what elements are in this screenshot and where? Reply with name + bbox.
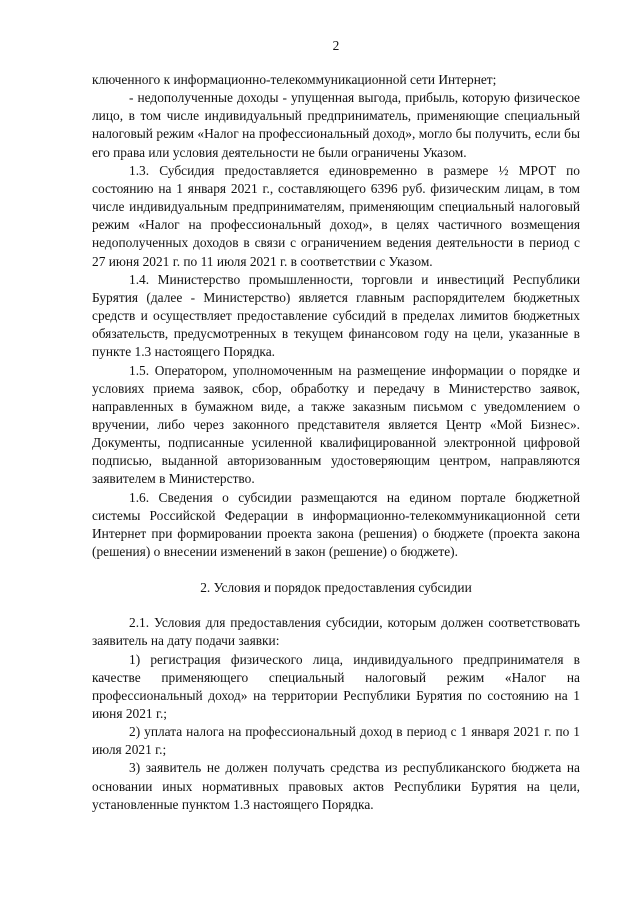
paragraph-2-1: 2.1. Условия для предоставления субсидии, которым должен соответствовать заявитель на дату подачи заявки: — [92, 615, 580, 649]
paragraph-1-3: 1.3. Субсидия предоставляется единовременно в размере ½ МРОТ по состоянию на 1 января 2021 г., составляющего 6396 руб. физическим лицам, в том числе индивидуальным предпринимателям, применяющим специальный налоговый режим «Налог на профессиональный доход», в целях частичного возмещения недополученных доходов в связи с ограничением ведения деятельности в период с 27 июня 2021 г. по 11 июля 2021 г. в соответствии с Указом. — [92, 162, 580, 269]
paragraph-1-6: 1.6. Сведения о субсидии размещаются на едином портале бюджетной системы Российской Федерации в информационно-телекоммуникационной сети Интернет при формировании проекта закона (решения) о бюджете (проекта закона (решения) о внесении изменений в закон (решение) о бюджете). — [92, 489, 580, 560]
paragraph-definition-lost-income: - недополученные доходы - упущенная выгода, прибыль, которую физическое лицо, в том числе индивидуальный предприниматель, применяющие специальный налоговый режим «Налог на профессиональный доход», могло бы получить, если бы его права или условия деятельности не были ограничены Указом. — [92, 90, 580, 160]
list-item-condition-3: 3) заявитель не должен получать средства из республиканского бюджета на основании иных нормативных правовых актов Республики Бурятия на цели, установленные пунктом 1.3 настоящего Порядка. — [92, 760, 580, 812]
list-item-condition-2: 2) уплата налога на профессиональный доход в период с 1 января 2021 г. по 1 июля 2021 г.; — [92, 724, 580, 758]
paragraph-1-5: 1.5. Оператором, уполномоченным на размещение информации о порядке и условиях приема заявок, сбор, обработку и передачу в Министерство заявок, направленных в бумажном виде, а также заказным письмом с уведомлением о вручении, либо через законного представителя является Центр «Мой Бизнес». Документы, подписанные усиленной квалифицированной электронной цифровой подписью, выданной авторизованным удостоверяющим центром, направляются заявителем в Министерство. — [92, 362, 580, 487]
paragraph-1-4: 1.4. Министерство промышленности, торговли и инвестиций Республики Бурятия (далее - Министерство) является главным распорядителем бюджетных средств и осуществляет предоставление субсидий в пределах лимитов бюджетных обязательств, предусмотренных в текущем финансовом году на цели, указанные в пункте 1.3 настоящего Порядка. — [92, 271, 580, 360]
page-number: 2 — [332, 38, 340, 53]
list-item-condition-1: 1) регистрация физического лица, индивидуального предпринимателя в качестве применяющего специальный налоговый режим «Налог на профессиональный доход» на территории Республики Бурятия по состоянию на 1 июня 2021 г.; — [92, 651, 580, 721]
document-page — [92, 37, 580, 814]
section-heading: 2. Условия и порядок предоставления субсидии — [200, 580, 472, 596]
paragraph-continuation: ключенного к информационно-телекоммуникационной сети Интернет; — [92, 72, 497, 87]
